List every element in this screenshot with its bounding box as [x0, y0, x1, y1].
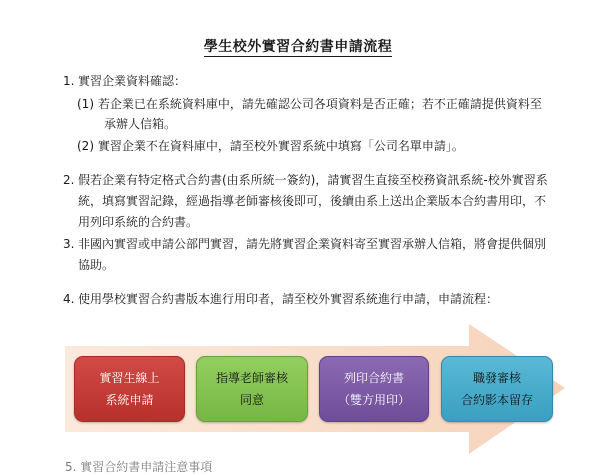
flow-step-3: [319, 356, 429, 422]
next-item-partial-text: 5. 實習合約書申請注意事項: [65, 460, 213, 474]
flow-step-4-line-1: 職發審核: [472, 371, 521, 385]
item-3-number: 3.: [63, 237, 75, 251]
item-3-line-1: 非國內實習或申請公部門實習，請先將實習企業資料寄至實習承辦人信箱，將會提供個別: [78, 237, 547, 251]
flow-step-3-line-2: （雙方用印）: [337, 393, 410, 407]
flow-step-1-line-2: 系統申請: [105, 393, 154, 407]
item-3-line-2: 協助。: [78, 258, 115, 272]
flow-step-1-line-1: 實習生線上: [99, 371, 160, 385]
document-title-text: 學生校外實習合約書申請流程: [203, 39, 393, 55]
item-1-number: 1.: [63, 74, 75, 88]
document-title: [0, 36, 596, 56]
flow-step-3-line-1: 列印合約書: [343, 371, 404, 385]
item-2-line-1: 假若企業有特定格式合約書(由系所統一簽約)，請實習生直接至校務資訊系統-校外實習系: [78, 173, 548, 187]
item-4-number: 4.: [63, 292, 75, 306]
process-flow: [65, 320, 585, 460]
flow-step-2-line-1: 指導老師審核: [215, 371, 288, 385]
flow-step-4-line-2: 合約影本留存: [460, 393, 533, 407]
item-2-number: 2.: [63, 173, 75, 187]
item-1-sub-1-line-2: 承辦人信箱。: [104, 117, 177, 131]
item-4-line-1: 使用學校實習合約書版本進行用印者，請至校外實習系統進行申請，申請流程：: [78, 292, 499, 306]
item-1-sub-2-line-1: (2) 實習企業不在資料庫中，請至校外實習系統中填寫「公司名單申請」。: [77, 139, 464, 153]
item-1-text: 實習企業資料確認：: [78, 74, 187, 88]
flow-step-2: [196, 356, 308, 422]
flow-step-4: [441, 356, 553, 422]
item-1-sub-1-line-1: (1) 若企業已在系統資料庫中，請先確認公司各項資料是否正確；若不正確請提供資料至: [77, 97, 542, 111]
item-2-line-3: 用列印系統的合約書。: [78, 215, 199, 229]
flow-step-1: [74, 356, 185, 422]
flow-step-2-line-2: 同意: [239, 393, 264, 407]
item-2-line-2: 統，填寫實習記錄，經過指導老師審核後即可，後續由系上送出企業版本合約書用印，不: [78, 194, 547, 208]
